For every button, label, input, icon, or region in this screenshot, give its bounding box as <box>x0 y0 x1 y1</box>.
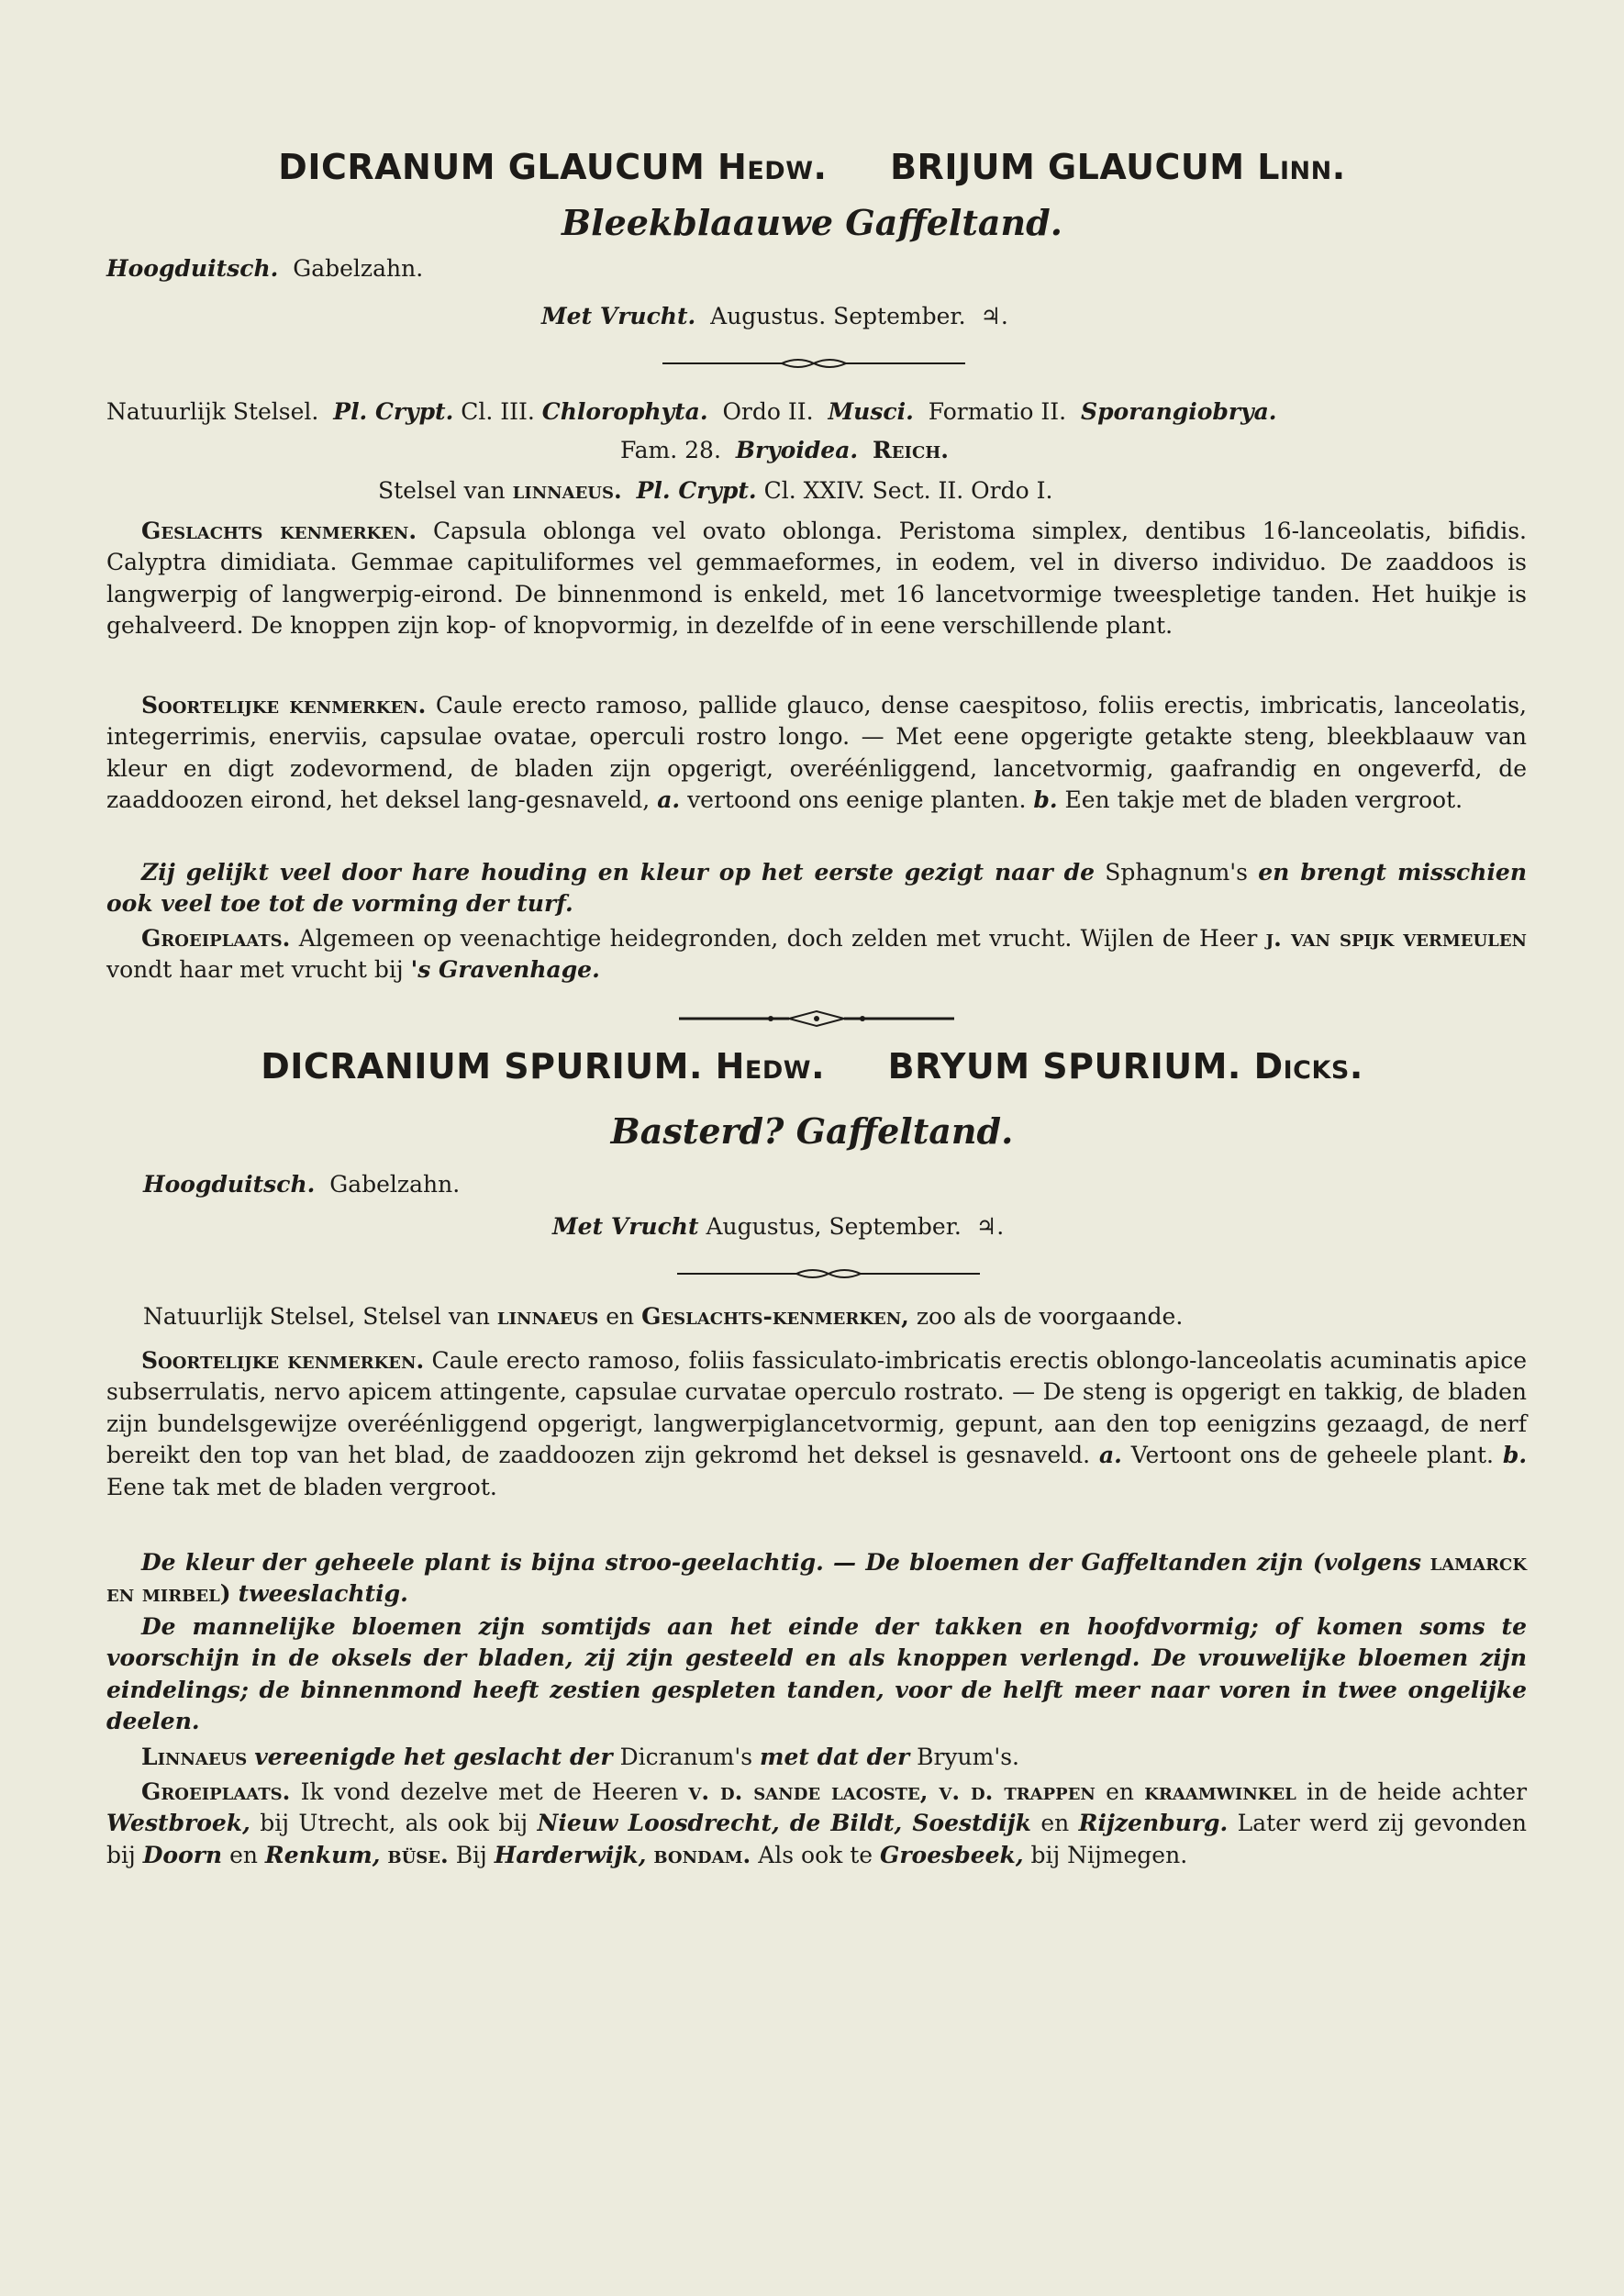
genus-species-name: DICRANIUM SPURIUM. <box>261 1046 703 1087</box>
linnaeus-remark-paragraph: Linnaeus vereenigde het geslacht der Dicranum's met dat der Bryum's. <box>141 1744 1019 1770</box>
flowers-remark-paragraph: De mannelijke bloemen zijn somtijds aan het einde der takken en hoofdvormig; of komen soms te voorschijn in de oksels der bladen, zij zijn gesteeld en als knoppen verlengd. De vrouwelijke bloemen zijn eindelings; de binnenmond heeft zestien gespleten tanden, voor de helft meer naar voren in twee ongelijke deelen. <box>106 1613 1527 1735</box>
perennial-symbol: ♃. <box>975 1213 1005 1240</box>
ornament-divider <box>662 356 965 371</box>
habitat-paragraph: Groeiplaats. Algemeen op veenachtige heidegronden, doch zelden met vrucht. Wijlen de Heer j. van spijk vermeulen vondt haar met vrucht bij 's Gravenhage. <box>106 925 1528 984</box>
synonym-author: Linn. <box>1257 147 1346 187</box>
fruiting-line-2: Met Vrucht Augustus, September. ♃. <box>552 1213 1005 1240</box>
species-title-2 <box>0 1046 1624 1087</box>
ornament-divider <box>677 1266 980 1281</box>
author-abbrev: Hedw. <box>717 147 828 187</box>
german-name-line-1: Hoogduitsch. Gabelzahn. <box>106 255 424 282</box>
linnaeus-system-line: Stelsel van linnaeus. Pl. Crypt. Cl. XXIV. Sect. II. Ordo I. <box>378 477 1053 504</box>
perennial-symbol: ♃. <box>980 303 1008 329</box>
genus-species-name: DICRANUM GLAUCUM <box>278 147 706 187</box>
genus-characters-paragraph: Geslachts kenmerken. Capsula oblonga vel ovato oblonga. Peristoma simplex, dentibus 16-lanceolatis, bifidis. Calyptra dimidiata. Gemmae capituliformes vel gemmaeformes, in eodem, vel in diverso individuo. De zaaddoos is langwerpig of langwerpig-eirond. De binnenmond is enkeld, met 16 lancetvormige tweespletige tanden. Het huikje is gehalveerd. De knoppen zijn kop- of knopvormig, in dezelfde of in eene verschillende plant. <box>106 518 1527 640</box>
species-title-1 <box>0 147 1624 187</box>
family-line: Fam. 28. Bryoidea. Reich. <box>620 437 949 463</box>
species-characters-paragraph: Soortelijke kenmerken. Caule erecto ramoso, pallide glauco, dense caespitoso, foliis erectis, imbricatis, lanceolatis, integerrimis, enerviis, capsulae ovatae, operculi rostro longo. — Met eene opgerigte getakte steng, bleekblaauw van kleur en digt zodevormend, de bladen zijn opgerigt, overéénliggend, lancetvormig, gaafrandig en ongeverfd, de zaaddoozen eirond, het deksel lang-gesnaveld, a. vertoond ons eenige planten. b. Een takje met de bladen vergroot. <box>106 692 1528 814</box>
colour-remark-paragraph: De kleur der geheele plant is bijna stroo-geelachtig. — De bloemen der Gaffeltanden zijn (volgens lamarck en mirbel) tweeslachtig. <box>106 1549 1528 1608</box>
dutch-name-1: Bleekblaauwe Gaffeltand. <box>562 202 1062 243</box>
remark-paragraph: Zij gelijkt veel door hare houding en kleur op het eerste gezigt naar de Sphagnum's en brengt misschien ook veel toe tot de vorming der turf. <box>106 859 1528 918</box>
dutch-name-2: Basterd? Gaffeltand. <box>610 1110 1014 1152</box>
author-abbrev: Hedw. <box>715 1046 826 1087</box>
synonym-author: Dicks. <box>1253 1046 1363 1087</box>
section-divider-ornament <box>679 1009 954 1028</box>
species-characters-paragraph-2: Soortelijke kenmerken. Caule erecto ramoso, foliis fassiculato-imbricatis erectis oblongo-lanceolatis acuminatis apice subserrulatis, nervo apicem attingente, capsulae curvatae operculo rostrato. — De steng is opgerigt en takkig, de bladen zijn bundelsgewijze overéénliggend opgerigt, langwerpiglancetvormig, gepunt, aan den top eenigzins gezaagd, de nerf bereikt den top van het blad, de zaaddoozen zijn gekromd het deksel is gesnaveld. a. Vertoont ons de geheele plant. b. Eene tak met de bladen vergroot. <box>106 1347 1528 1500</box>
system-reference-line: Natuurlijk Stelsel, Stelsel van linnaeus en Geslachts-kenmerken, zoo als de voorgaande. <box>143 1303 1184 1330</box>
synonym-name: BRIJUM GLAUCUM <box>890 147 1245 187</box>
fruiting-line-1: Met Vrucht. Augustus. September. ♃. <box>541 303 1008 329</box>
natural-system-line: Natuurlijk Stelsel. Pl. Crypt. Cl. III. Chlorophyta. Ordo II. Musci. Formatio II. Sporangiobrya. <box>106 398 1277 425</box>
synonym-name: BRYUM SPURIUM. <box>887 1046 1241 1087</box>
german-name-line-2: Hoogduitsch. Gabelzahn. <box>143 1171 461 1198</box>
habitat-paragraph-2: Groeiplaats. Ik vond dezelve met de Heeren v. d. sande lacoste, v. d. trappen en kraamwinkel in de heide achter Westbroek, bij Utrecht, als ook bij Nieuw Loosdrecht, de Bildt, Soestdijk en Rijzenburg. Later werd zij gevonden bij Doorn en Renkum, büse. Bij Harderwijk, bondam. Als ook te Groesbeek, bij Nijmegen. <box>106 1778 1528 1868</box>
